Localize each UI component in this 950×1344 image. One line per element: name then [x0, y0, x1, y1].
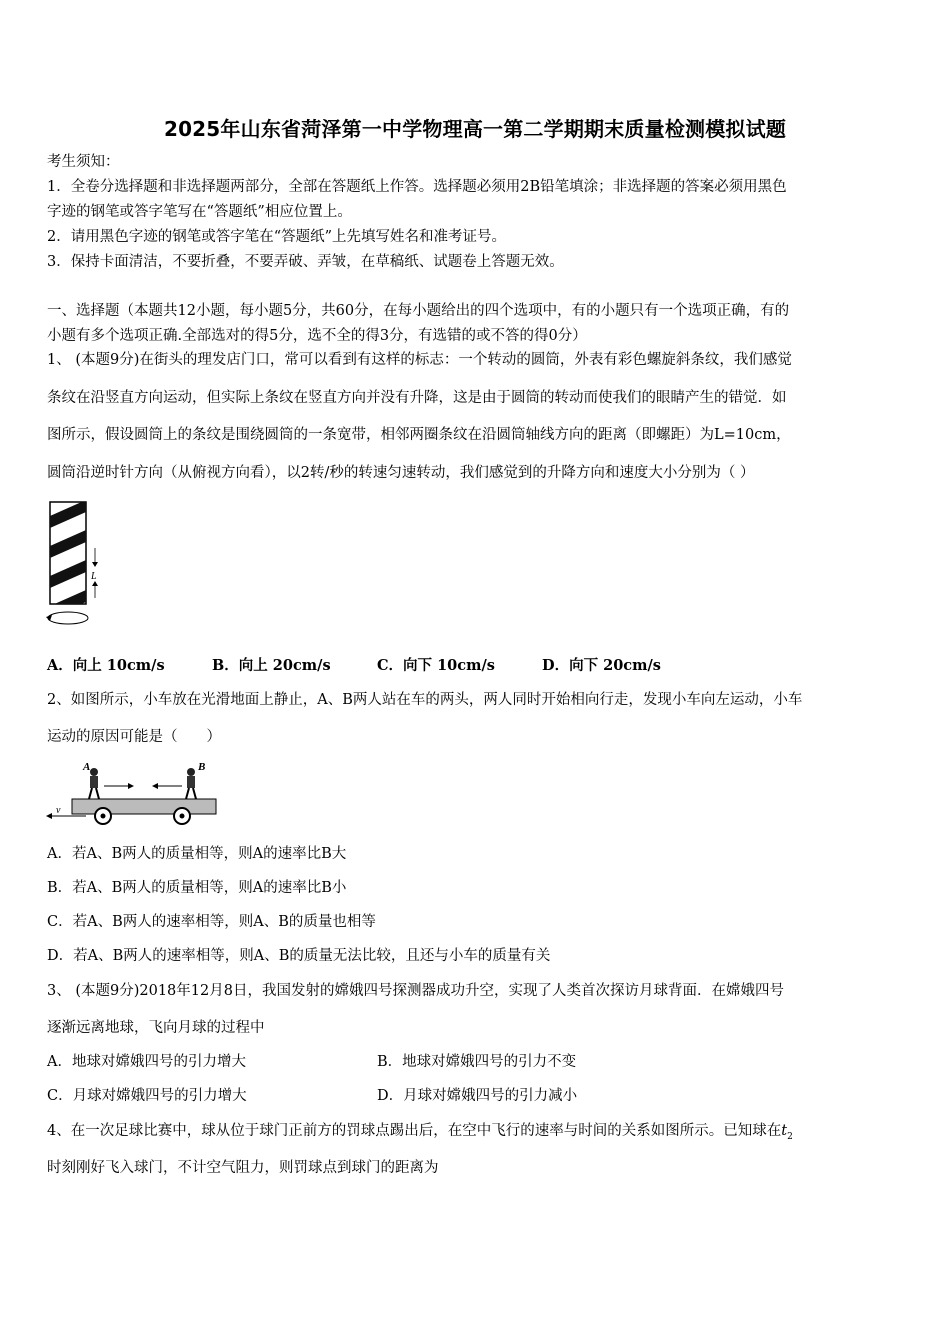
question-2-line-2: 运动的原因可能是（ ） [47, 729, 221, 745]
notice-item-1-cont: 字迹的钢笔或答字笔写在“答题纸”相应位置上。 [47, 204, 352, 220]
notice-item-1: 1．全卷分选择题和非选择题两部分，全部在答题纸上作答。选择题必须用2B铅笔填涂；非选择题的答案必须用黑色 [47, 179, 787, 195]
rotation-arrow-icon [48, 612, 88, 624]
q3-option-b[interactable]: B．地球对嫦娥四号的引力不变 [377, 1054, 577, 1070]
q3-option-d[interactable]: D．月球对嫦娥四号的引力减小 [377, 1088, 578, 1104]
q2-option-a[interactable]: A．若A、B两人的质量相等，则A的速率比B大 [47, 846, 347, 862]
question-1-line-4: 圆筒沿逆时针方向（从俯视方向看），以2转/秒的转速匀速转动，我们感觉到的升降方向和速度大小分别为（ ） [47, 465, 755, 481]
barber-pole-figure [44, 496, 106, 630]
q1-option-b[interactable]: B．向上 20cm/s [212, 657, 331, 674]
q2-option-c[interactable]: C．若A、B两人的速率相等，则A、B的质量也相等 [47, 914, 376, 930]
q2-option-d[interactable]: D．若A、B两人的速率相等，则A、B的质量无法比较，且还与小车的质量有关 [47, 948, 551, 964]
question-4-line-2: 时刻刚好飞入球门，不计空气阻力，则罚球点到球门的距离为 [47, 1160, 439, 1176]
question-1-line-2: 条纹在沿竖直方向运动，但实际上条纹在竖直方向并没有升降，这是由于圆筒的转动而使我们的眼睛产生的错觉．如 [47, 390, 787, 406]
q1-option-d[interactable]: D．向下 20cm/s [542, 657, 661, 674]
page-title: 2025年山东省菏泽第一中学物理高一第二学期期末质量检测模拟试题 [163, 117, 787, 141]
question-4-text: 4、在一次足球比赛中，球从位于球门正前方的罚球点踢出后，在空中飞行的速率与时间的关系如图所示。已知球在 [47, 1123, 782, 1139]
notice-heading: 考生须知： [47, 154, 120, 170]
q3-option-a[interactable]: A．地球对嫦娥四号的引力增大 [47, 1054, 246, 1070]
question-4-line-1 [47, 1121, 793, 1147]
pitch-label: L [91, 571, 97, 582]
person-a-label: A [83, 761, 91, 773]
cart-body [72, 799, 216, 814]
person-a-icon [89, 768, 99, 799]
question-2-line-1: 2、如图所示，小车放在光滑地面上静止，A、B两人站在车的两头，两人同时开始相向行走，发现小车向左运动，小车 [47, 692, 803, 708]
person-b-icon [186, 768, 196, 799]
section-heading: 一、选择题（本题共12小题，每小题5分，共60分，在每小题给出的四个选项中，有的小题只有一个选项正确，有的 [47, 303, 790, 319]
question-1-line-3: 图所示，假设圆筒上的条纹是围绕圆筒的一条宽带，相邻两圈条纹在沿圆筒轴线方向的距离（即螺距）为L=10cm， [47, 427, 791, 443]
cart-figure [46, 758, 222, 828]
question-3-line-2: 逐渐远离地球，飞向月球的过程中 [47, 1020, 265, 1036]
question-1-line-1: 1、 (本题9分)在街头的理发店门口，常可以看到有这样的标志：一个转动的圆筒，外表有彩色螺旋斜条纹，我们感觉 [47, 352, 792, 368]
person-b-label: B [198, 761, 206, 773]
notice-item-3: 3．保持卡面清洁，不要折叠，不要弄破、弄皱，在草稿纸、试题卷上答题无效。 [47, 254, 564, 270]
q3-option-c[interactable]: C．月球对嫦娥四号的引力增大 [47, 1088, 247, 1104]
question-3-line-1: 3、 (本题9分)2018年12月8日，我国发射的嫦娥四号探测器成功升空，实现了人类首次探访月球背面．在嫦娥四号 [47, 983, 784, 999]
notice-item-2: 2．请用黑色字迹的钢笔或答字笔在“答题纸”上先填写姓名和准考证号。 [47, 229, 507, 245]
q1-option-a[interactable]: A．向上 10cm/s [47, 657, 165, 674]
q1-option-c[interactable]: C．向下 10cm/s [377, 657, 495, 674]
velocity-label: v [56, 805, 61, 816]
time-subscript: 2 [787, 1131, 793, 1142]
time-symbol: t [781, 1123, 788, 1139]
section-heading-cont: 小题有多个选项正确.全部选对的得5分，选不全的得3分，有选错的或不答的得0分） [47, 328, 587, 344]
q2-option-b[interactable]: B．若A、B两人的质量相等，则A的速率比B小 [47, 880, 347, 896]
